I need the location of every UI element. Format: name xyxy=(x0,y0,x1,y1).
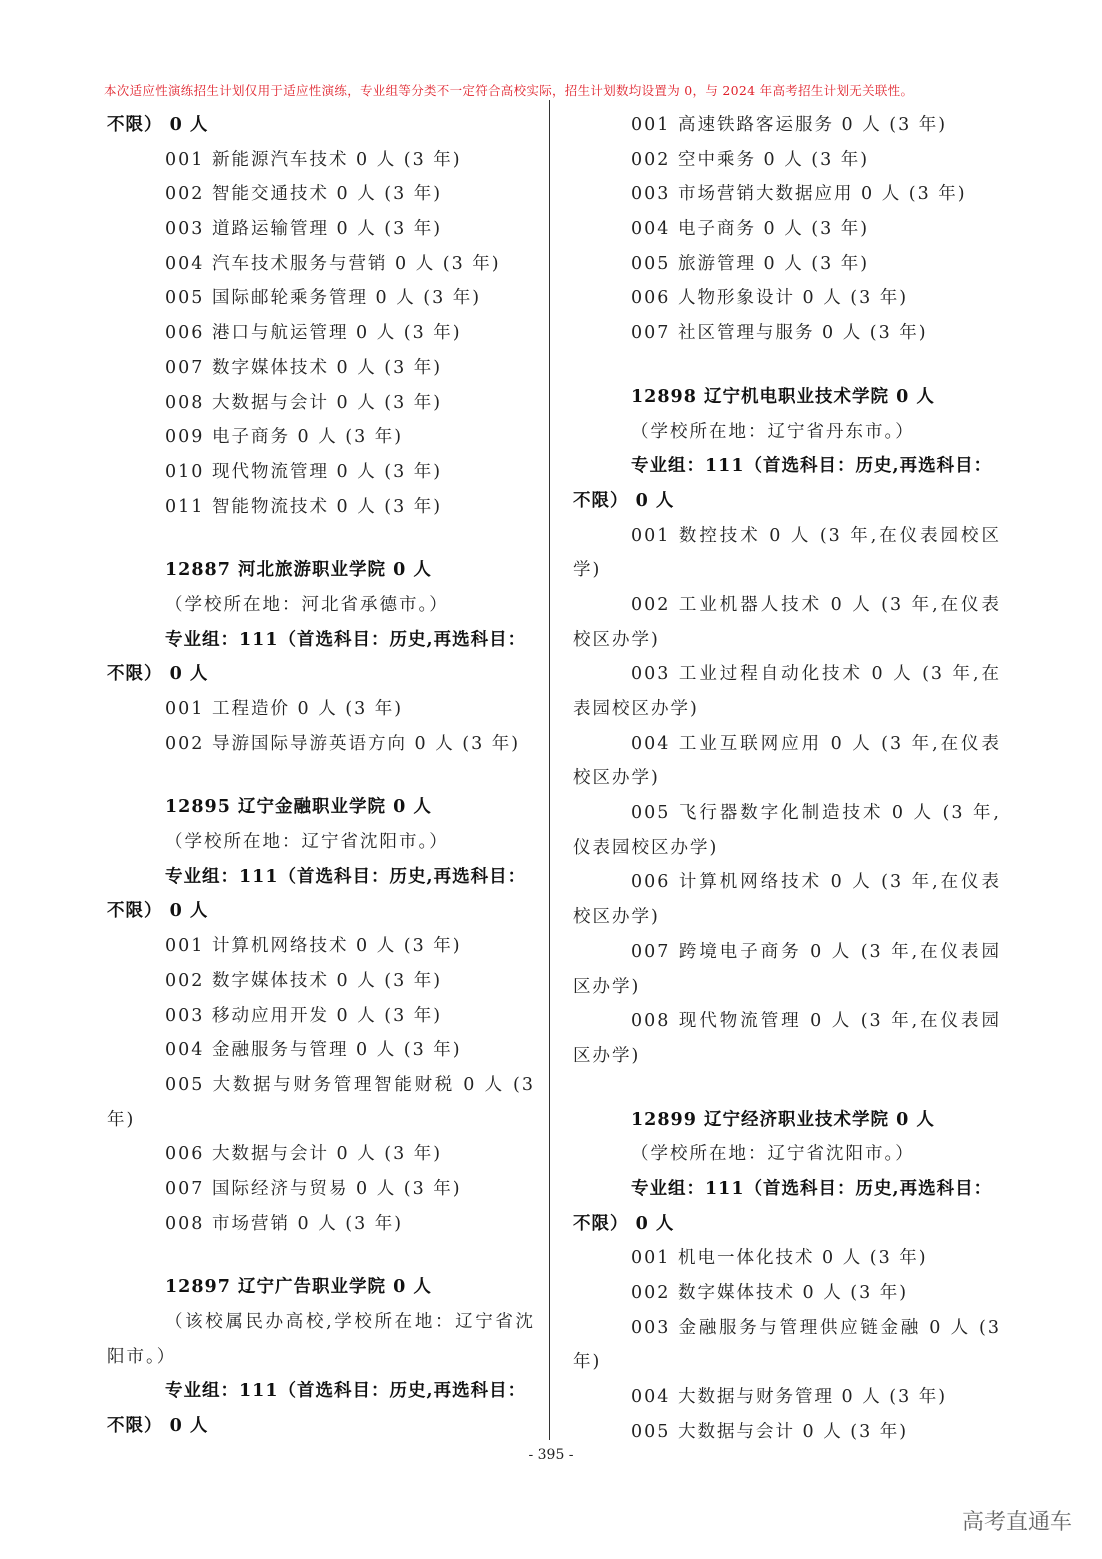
text-line: 001 计算机网络技术 0 人 (3 年) xyxy=(165,936,462,957)
text-line: 005 大数据与财务管理智能财税 0 人 (3 xyxy=(165,1074,535,1095)
text-line: 002 数字媒体技术 0 人 (3 年) xyxy=(631,1283,909,1303)
text-line: 年) xyxy=(573,1352,602,1373)
text-line: 001 工程造价 0 人 (3 年) xyxy=(165,699,404,719)
text-line: 009 电子商务 0 人 (3 年) xyxy=(165,427,404,448)
text-line: 区办学) xyxy=(573,976,641,997)
text-line: 003 金融服务与管理供应链金融 0 人 (3 xyxy=(631,1317,1001,1338)
text-line: 005 国际邮轮乘务管理 0 人 (3 年) xyxy=(165,288,482,309)
text-line: 005 旅游管理 0 人 (3 年) xyxy=(631,253,870,274)
heading-line: 12895 辽宁金融职业学院 0 人 xyxy=(165,797,432,818)
heading-line: 专业组：111（首选科目：历史,再选科目： xyxy=(165,1381,527,1402)
text-line: 003 市场营销大数据应用 0 人 (3 年) xyxy=(631,184,967,205)
text-line: 004 汽车技术服务与营销 0 人 (3 年) xyxy=(165,253,501,274)
heading-line: 专业组：111（首选科目：历史,再选科目： xyxy=(631,456,993,477)
text-line: 校区办学) xyxy=(573,907,660,928)
text-line: 007 跨境电子商务 0 人 (3 年,在仪表园 xyxy=(631,941,1001,962)
disclaimer-notice: 本次适应性演练招生计划仅用于适应性演练，专业组等分类不一定符合高校实际，招生计划数均设置为 0，与 2024 年高考招生计划无关联性。 xyxy=(104,83,914,98)
text-line: 003 移动应用开发 0 人 (3 年) xyxy=(165,1005,443,1026)
heading-line: 12897 辽宁广告职业学院 0 人 xyxy=(165,1277,432,1298)
text-line: （学校所在地：辽宁省丹东市。） xyxy=(631,421,915,442)
text-line: 010 现代物流管理 0 人 (3 年) xyxy=(165,461,443,482)
text-line: 002 智能交通技术 0 人 (3 年) xyxy=(165,184,443,205)
school-block xyxy=(107,790,535,1241)
heading-line: 不限） 0 人 xyxy=(573,490,675,511)
text-line: （该校属民办高校,学校所在地：辽宁省沈 xyxy=(165,1312,535,1332)
heading-line: 12898 辽宁机电职业技术学院 0 人 xyxy=(631,386,935,407)
text-line: 校区办学) xyxy=(573,768,660,789)
text-line: 区办学) xyxy=(573,1045,641,1066)
heading-line: 不限） 0 人 xyxy=(573,1213,675,1234)
text-line: 004 大数据与财务管理 0 人 (3 年) xyxy=(631,1387,948,1408)
text-line: 001 新能源汽车技术 0 人 (3 年) xyxy=(165,149,462,170)
text-line: （学校所在地：辽宁省沈阳市。） xyxy=(631,1144,915,1165)
text-line: 004 工业互联网应用 0 人 (3 年,在仪表 xyxy=(631,733,1001,754)
text-line: 002 空中乘务 0 人 (3 年) xyxy=(631,149,870,170)
school-block xyxy=(107,553,535,761)
text-line: 008 现代物流管理 0 人 (3 年,在仪表园 xyxy=(631,1011,1001,1032)
text-line: 007 国际经济与贸易 0 人 (3 年) xyxy=(165,1178,462,1199)
text-line: 学) xyxy=(573,560,602,581)
heading-line: 不限） 0 人 xyxy=(107,115,209,135)
page-number: - 395 - xyxy=(528,1447,574,1463)
text-line: 001 高速铁路客运服务 0 人 (3 年) xyxy=(631,115,948,135)
school-block xyxy=(573,108,1001,351)
watermark-logo: 高考直通车 xyxy=(961,1510,1072,1535)
text-line: （学校所在地：河北省承德市。） xyxy=(165,594,449,615)
text-line: 006 港口与航运管理 0 人 (3 年) xyxy=(165,323,462,344)
text-line: 007 社区管理与服务 0 人 (3 年) xyxy=(631,323,928,344)
text-line: 阳市。） xyxy=(107,1346,177,1367)
text-line: 校区办学) xyxy=(573,629,660,650)
text-line: 001 数控技术 0 人 (3 年,在仪表园校区 xyxy=(631,525,1001,546)
text-line: （学校所在地：辽宁省沈阳市。） xyxy=(165,832,449,853)
text-line: 002 数字媒体技术 0 人 (3 年) xyxy=(165,970,443,991)
text-line: 仪表园校区办学) xyxy=(573,837,719,858)
text-line: 008 市场营销 0 人 (3 年) xyxy=(165,1213,404,1234)
text-line: 005 大数据与会计 0 人 (3 年) xyxy=(631,1421,909,1442)
heading-line: 专业组：111（首选科目：历史,再选科目： xyxy=(165,629,527,650)
text-line: 006 人物形象设计 0 人 (3 年) xyxy=(631,288,909,309)
school-block xyxy=(107,108,535,524)
text-line: 011 智能物流技术 0 人 (3 年) xyxy=(165,496,443,517)
text-line: 002 导游国际导游英语方向 0 人 (3 年) xyxy=(165,733,521,754)
text-line: 003 工业过程自动化技术 0 人 (3 年,在 xyxy=(631,664,1001,685)
text-line: 001 机电一体化技术 0 人 (3 年) xyxy=(631,1248,928,1269)
heading-line: 12887 河北旅游职业学院 0 人 xyxy=(165,560,432,581)
heading-line: 不限） 0 人 xyxy=(107,1416,209,1437)
text-line: 005 飞行器数字化制造技术 0 人 (3 年, xyxy=(631,803,1001,824)
text-line: 表园校区办学) xyxy=(573,699,699,719)
text-line: 003 道路运输管理 0 人 (3 年) xyxy=(165,219,443,240)
text-line: 008 大数据与会计 0 人 (3 年) xyxy=(165,392,443,413)
school-block xyxy=(107,1270,535,1443)
heading-line: 专业组：111（首选科目：历史,再选科目： xyxy=(631,1178,993,1199)
text-line: 004 金融服务与管理 0 人 (3 年) xyxy=(165,1040,462,1061)
school-block xyxy=(573,1103,1001,1450)
heading-line: 12899 辽宁经济职业技术学院 0 人 xyxy=(631,1109,935,1130)
text-line: 002 工业机器人技术 0 人 (3 年,在仪表 xyxy=(631,594,1001,615)
text-line: 006 计算机网络技术 0 人 (3 年,在仪表 xyxy=(631,872,1001,893)
text-line: 年) xyxy=(107,1109,136,1130)
heading-line: 专业组：111（首选科目：历史,再选科目： xyxy=(165,866,527,887)
school-block xyxy=(573,380,1001,1074)
column-divider xyxy=(549,100,550,1440)
text-line: 004 电子商务 0 人 (3 年) xyxy=(631,219,870,240)
heading-line: 不限） 0 人 xyxy=(107,901,209,922)
heading-line: 不限） 0 人 xyxy=(107,664,209,685)
text-line: 007 数字媒体技术 0 人 (3 年) xyxy=(165,357,443,378)
text-line: 006 大数据与会计 0 人 (3 年) xyxy=(165,1144,443,1165)
right-column xyxy=(573,108,1001,1449)
left-column xyxy=(107,108,535,1444)
